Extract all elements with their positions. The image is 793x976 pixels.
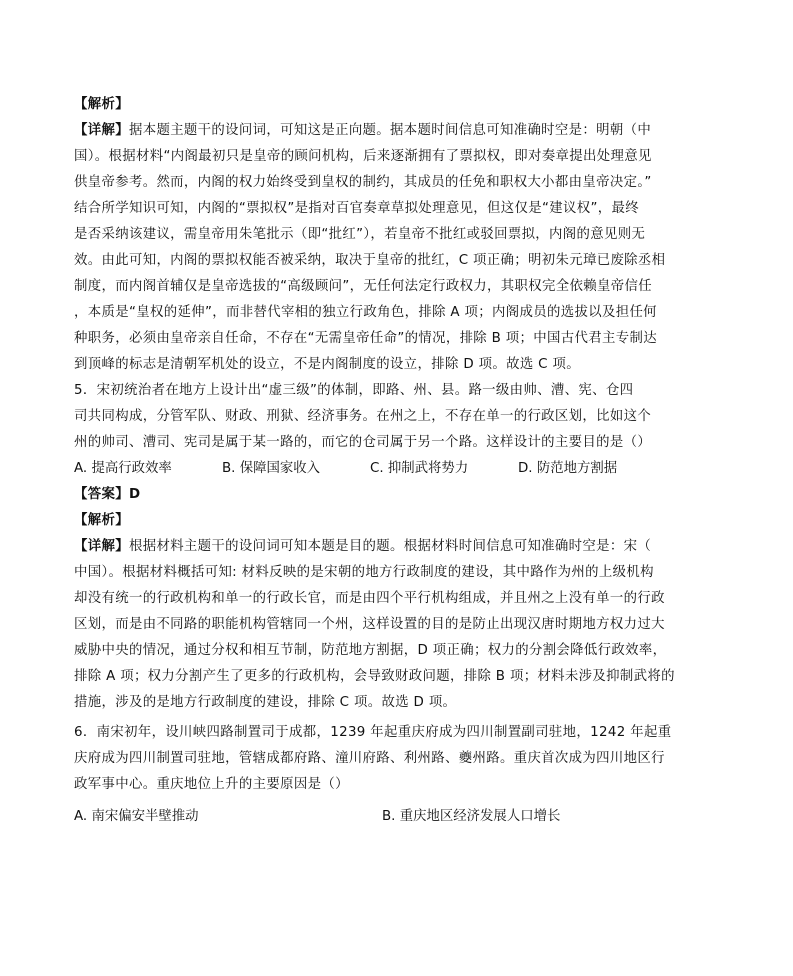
q4-detail-line-7: 制度，而内阁首辅仅是皇帝选拔的“高级顾问”，无任何法定行政权力，其职权完全依赖皇帝信任 <box>74 279 652 294</box>
q5-detail-line-3: 却没有统一的行政机构和单一的行政长官，而是由四个平行机构组成，并且州之上没有单一的行政 <box>74 591 665 606</box>
q5-option-a: A. 提高行政效率 <box>74 461 172 476</box>
q4-detail-line-8: ，本质是“皇权的延伸”，而非替代宰相的独立行政角色，排除 A 项；内阁成员的选拔以及担任何 <box>74 305 657 320</box>
q5-detail-tag: 【详解】 <box>74 539 129 554</box>
q4-detail-line-9: 种职务，必须由皇帝亲自任命，不存在“无需皇帝任命”的情况，排除 B 项；中国古代君主专制达 <box>74 331 657 346</box>
q5-option-b: B. 保障国家收入 <box>222 461 321 476</box>
q5-option-d: D. 防范地方割据 <box>518 461 618 476</box>
q5-answer-tag: 【答案】 <box>74 487 129 502</box>
q5-detail-line-2: 中国）。根据材料概括可知: 材料反映的是宋朝的地方行政制度的建设，其中路作为州的上级机构 <box>74 565 654 580</box>
q5-detail-line-6: 排除 A 项；权力分割产生了更多的行政机构，会导致财政问题，排除 B 项；材料未涉及抑制武将的 <box>74 669 675 684</box>
q6-stem-line-3: 政军事中心。重庆地位上升的主要原因是（） <box>74 777 349 792</box>
q6-stem-line-2: 庆府成为四川制置司驻地，管辖成都府路、潼川府路、利州路、夔州路。重庆首次成为四川地区行 <box>74 751 665 766</box>
q5-answer <box>74 486 724 504</box>
q6-option-b: B. 重庆地区经济发展人口增长 <box>382 809 561 824</box>
q4-detail-line-4: 结合所学知识可知，内阁的“票拟权”是指对百官奏章草拟处理意见，但这仅是“建议权”，最终 <box>74 201 640 216</box>
q4-detail-line-1: 【详解】据本题主题干的设问词，可知这是正向题。据本题时间信息可知准确时空是：明朝（中 <box>74 123 652 138</box>
q4-detail-line-6: 效。由此可知，内阁的票拟权能否被采纳，取决于皇帝的批红，C 项正确；明初朱元璋已废除丞相 <box>74 253 666 268</box>
q4-analysis-tag: 【解析】 <box>74 97 129 112</box>
q4-detail-line-5: 是否采纳该建议，需皇帝用朱笔批示（即“批红”），若皇帝不批红或驳回票拟，内阁的意见则无 <box>74 227 646 242</box>
q4-detail-line-10: 到顶峰的标志是清朝军机处的设立，不是内阁制度的设立，排除 D 项。故选 C 项。 <box>74 357 580 372</box>
q6-option-a: A. 南宋偏安半壁推动 <box>74 809 199 824</box>
q5-answer-value: D <box>128 487 141 502</box>
q5-detail-line-7: 措施，涉及的是地方行政制度的建设，排除 C 项。故选 D 项。 <box>74 695 457 710</box>
q5-detail-line-1: 【详解】根据材料主题干的设问词可知本题是目的题。根据材料时间信息可知准确时空是：宋（ <box>74 539 652 554</box>
q5-stem-line-2: 司共同构成，分管军队、财政、刑狱、经济事务。在州之上，不存在单一的行政区划，比如这个 <box>74 409 652 424</box>
q5-detail-line-4: 区划，而是由不同路的职能机构管辖同一个州，这样设置的目的是防止出现汉唐时期地方权力过大 <box>74 617 665 632</box>
q5-analysis-tag: 【解析】 <box>74 513 129 528</box>
q5-option-c: C. 抑制武将势力 <box>370 461 469 476</box>
q5-stem-line-3: 州的帅司、漕司、宪司是属于某一路的，而它的仓司属于另一个路。这样设计的主要目的是（） <box>74 435 652 450</box>
q4-detail-line-2: 国）。根据材料“内阁最初只是皇帝的顾问机构，后来逐渐拥有了票拟权，即对奏章提出处理意见 <box>74 149 652 164</box>
q6-stem-line-1: 6．南宋初年，设川峡四路制置司于成都，1239 年起重庆府成为四川制置副司驻地，1242 年起重 <box>74 725 672 740</box>
q4-detail-tag: 【详解】 <box>74 123 129 138</box>
q4-detail-line-3: 供皇帝参考。然而，内阁的权力始终受到皇权的制约，其成员的任免和职权大小都由皇帝决定。” <box>74 175 652 190</box>
q5-stem-line-1: 5．宋初统治者在地方上设计出“虚三级”的体制，即路、州、县。路一级由帅、漕、宪、仓四 <box>74 383 634 398</box>
q5-detail-line-5: 威胁中央的情况，通过分权和相互节制，防范地方割据，D 项正确；权力的分割会降低行政效率， <box>74 643 667 658</box>
